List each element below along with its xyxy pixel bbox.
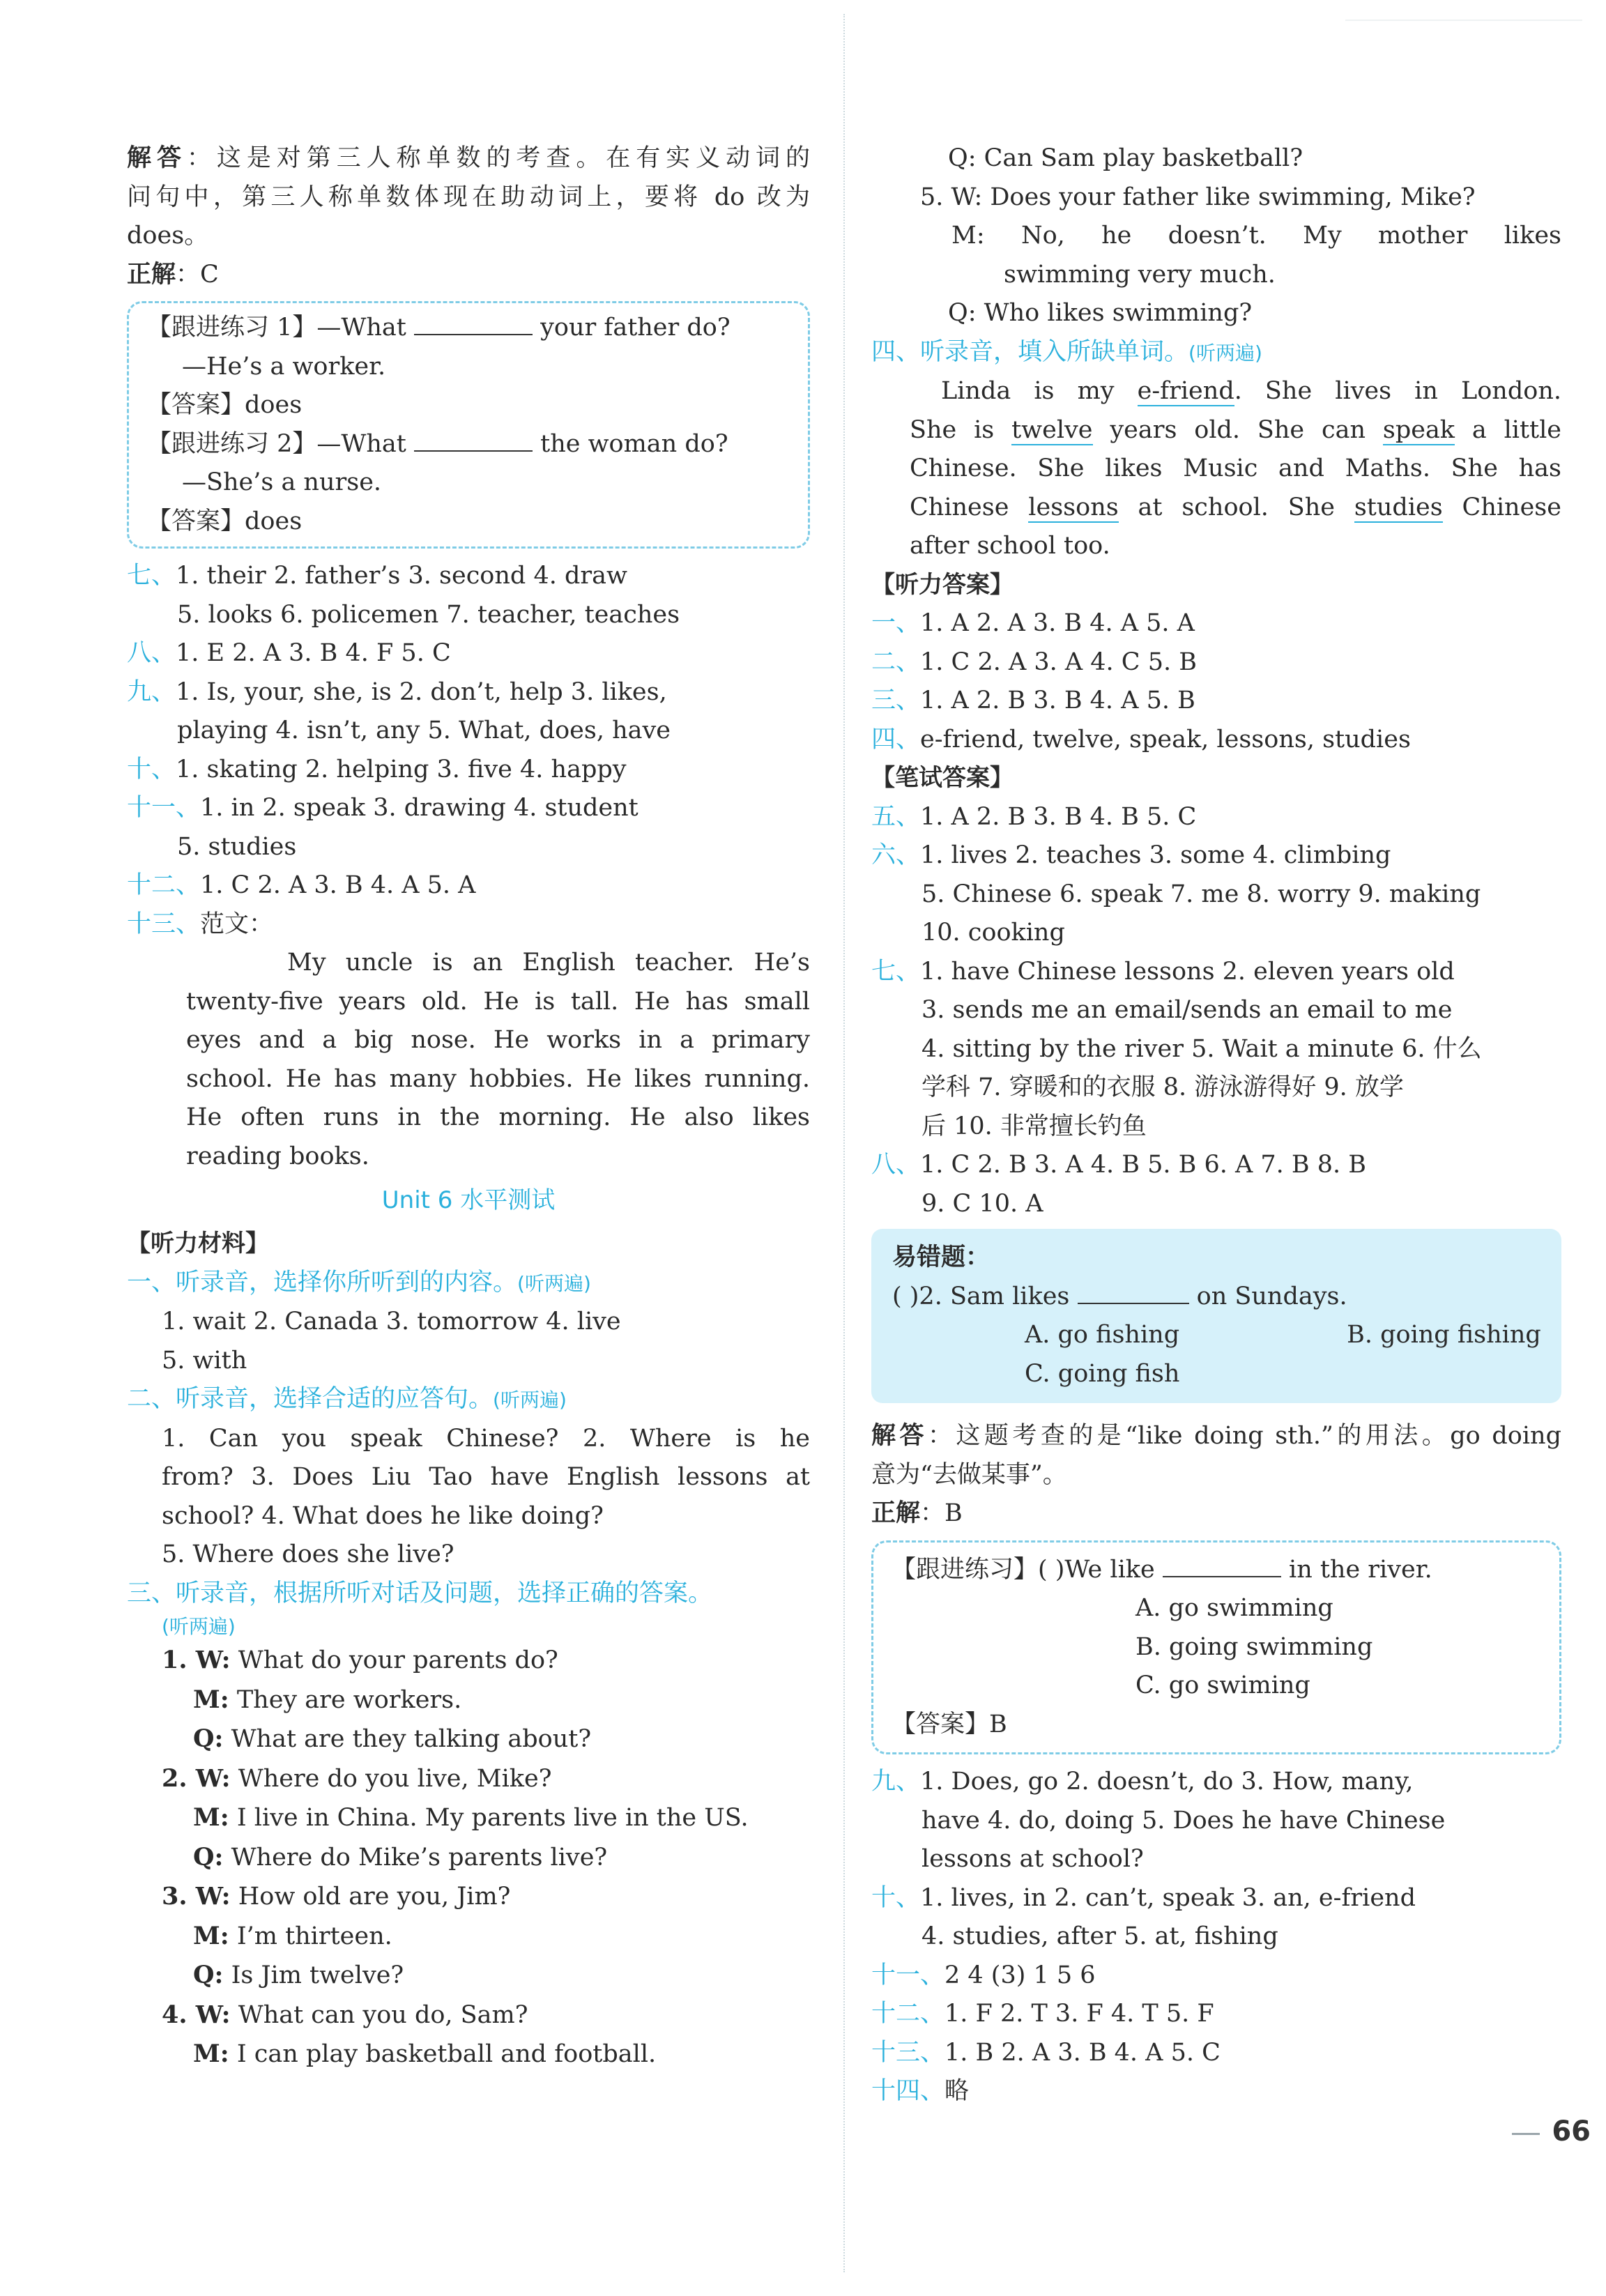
section-number: 二、 xyxy=(871,648,921,676)
section-number: 十、 xyxy=(127,755,176,783)
answer-row xyxy=(127,905,810,944)
passage-text: She is xyxy=(910,415,1012,444)
explain-correct xyxy=(871,1494,1561,1533)
section-2-line: 1. Can you speak Chinese? 2. Where is he xyxy=(162,1424,810,1453)
answer-text: have 4. do, doing 5. Does he have Chinese xyxy=(921,1806,1446,1835)
section-3-title: 三、听录音，根据所听对话及问题，选择正确的答案。 xyxy=(127,1579,713,1607)
error-options-ab xyxy=(892,1316,1540,1355)
section-1-line: 1. wait 2. Canada 3. tomorrow 4. live xyxy=(162,1308,621,1335)
practice-box xyxy=(127,301,810,549)
practice-2-blank xyxy=(414,429,533,452)
answer-row xyxy=(871,2034,1561,2073)
dialog-text: Is Jim twelve? xyxy=(231,1961,404,1989)
speaker: 4. W: xyxy=(162,2000,231,2029)
essay xyxy=(127,944,810,1176)
practice-1-answer-line: —He’s a worker. xyxy=(182,352,386,381)
essay-line: He often runs in the morning. He also likes xyxy=(186,1103,810,1131)
answer-text: 1. C 2. A 3. A 4. C 5. B xyxy=(920,648,1197,676)
filled-word: lessons xyxy=(1028,493,1119,521)
answer-row xyxy=(127,751,810,790)
practice-1-q: —What xyxy=(316,314,406,342)
intro-line-3: does。 xyxy=(127,222,209,250)
passage-text: years old. She can xyxy=(1092,415,1383,444)
answer-row xyxy=(871,643,1561,682)
intro-line-2: 问句中，第三人称单数体现在助动词上，要将 do 改为 xyxy=(127,183,810,211)
answer-row xyxy=(871,991,1561,1030)
practice-3-option-b: B. going swimming xyxy=(1135,1632,1373,1661)
answer-row xyxy=(871,721,1561,760)
explain-line-2: 意为“去做某事”。 xyxy=(871,1460,1067,1489)
left-column xyxy=(127,139,810,2074)
answer-text: 10. cooking xyxy=(921,919,1065,947)
practice-1-label: 【跟进练习 1】 xyxy=(147,314,317,342)
dialogs xyxy=(127,1641,810,2074)
passage-text: Chinese. She likes Music and Maths. She has xyxy=(910,454,1561,482)
dialog-w-line xyxy=(127,1759,810,1799)
practice-3-key: 【答案】B xyxy=(892,1710,1007,1738)
explain-correct-label: 正解 xyxy=(871,1499,921,1527)
error-prone-box xyxy=(871,1229,1561,1403)
passage-line xyxy=(871,527,1561,566)
dialog-w-line xyxy=(127,1877,810,1917)
dialog-text: They are workers. xyxy=(236,1685,462,1714)
section-number: 一、 xyxy=(871,609,921,637)
answer-row xyxy=(871,682,1561,721)
error-q-tail: on Sundays. xyxy=(1196,1282,1347,1310)
answer-row xyxy=(871,1030,1561,1069)
practice-2-label: 【跟进练习 2】 xyxy=(147,429,317,458)
answer-row xyxy=(871,914,1561,953)
error-option-a: A. go fishing xyxy=(1025,1321,1180,1349)
section-3-note: (听两遍) xyxy=(162,1615,236,1638)
practice-2-tail: the woman do? xyxy=(540,429,728,458)
answer-text: 2 4 (3) 1 5 6 xyxy=(945,1961,1096,1989)
answer-text: 4. sitting by the river 5. Wait a minute 6. 什么 xyxy=(921,1034,1482,1063)
answer-text: 学科 7. 穿暖和的衣服 8. 游泳游得好 9. 放学 xyxy=(921,1073,1404,1101)
section-2-title xyxy=(127,1380,810,1420)
dialog-m-line xyxy=(127,1681,810,1720)
answer-row xyxy=(871,2072,1561,2111)
answer-row xyxy=(871,1918,1561,1957)
column-divider xyxy=(843,14,845,2272)
intro-line-1 xyxy=(127,139,810,178)
correct-value: ：C xyxy=(176,260,219,289)
top-rule xyxy=(1345,20,1582,31)
intro-text-1: ：这是对第三人称单数的考查。在有实义动词的 xyxy=(186,144,810,172)
practice-3-tail: in the river. xyxy=(1289,1555,1432,1584)
correct-label: 正解 xyxy=(127,260,176,289)
speaker: Q: xyxy=(193,1961,224,1989)
passage-text: Chinese xyxy=(910,493,1029,521)
answer-text: 1. their 2. father’s 3. second 4. draw xyxy=(176,562,627,590)
answer-text: 1. lives 2. teaches 3. some 4. climbing xyxy=(920,841,1391,869)
section-2-line: school? 4. What does he like doing? xyxy=(162,1501,604,1530)
error-option-c: C. going fish xyxy=(1025,1359,1180,1388)
answer-row xyxy=(871,1957,1561,1996)
answer-text: 5. studies xyxy=(177,832,297,861)
section-number: 七、 xyxy=(127,562,176,590)
answer-text: 1. in 2. speak 3. drawing 4. student xyxy=(200,794,638,822)
answer-row xyxy=(871,953,1561,992)
section-1-note: (听两遍) xyxy=(517,1271,591,1295)
explain-label: 解答 xyxy=(871,1422,928,1450)
section-2-line: from? 3. Does Liu Tao have English lessons at xyxy=(162,1463,810,1491)
answer-row xyxy=(871,1108,1561,1147)
answer-row xyxy=(871,798,1561,837)
section-number: 六、 xyxy=(871,841,921,869)
section-number: 十三、 xyxy=(871,2038,945,2067)
speaker: M: xyxy=(193,1685,229,1714)
dialog-text: I live in China. My parents live in the US. xyxy=(236,1804,749,1832)
speaker: 2. W: xyxy=(162,1763,231,1793)
passage-text: at school. She xyxy=(1118,493,1354,521)
dialog-text: Where do Mike’s parents live? xyxy=(231,1843,608,1872)
section-2-line: 5. Where does she live? xyxy=(162,1540,454,1568)
answer-text: playing 4. isn’t, any 5. What, does, have xyxy=(177,717,671,744)
section-number: 八、 xyxy=(871,1151,921,1179)
practice-3-label: 【跟进练习】( )We like xyxy=(892,1555,1155,1584)
error-question xyxy=(892,1278,1540,1317)
section-number: 七、 xyxy=(871,957,921,986)
dialog-q-line xyxy=(127,1956,810,1996)
dialog-5-m-cont: swimming very much. xyxy=(1004,260,1276,289)
section-number: 十四、 xyxy=(871,2077,945,2105)
answer-row xyxy=(871,836,1561,875)
section-1-text: 一、听录音，选择你所听到的内容。 xyxy=(127,1268,518,1296)
practice-2-key: 【答案】does xyxy=(147,507,303,535)
filled-word: studies xyxy=(1354,493,1443,521)
dialog-5-m: M: No, he doesn’t. My mother likes xyxy=(951,222,1561,250)
dialog-text: What do your parents do? xyxy=(238,1646,558,1674)
passage-text: Chinese xyxy=(1442,493,1561,521)
answer-row xyxy=(127,596,810,635)
answer-text: 1. B 2. A 3. B 4. A 5. C xyxy=(945,2038,1221,2067)
page-number: 66 xyxy=(1552,2115,1591,2148)
section-number: 五、 xyxy=(871,802,921,831)
written-answers-header: 【笔试答案】 xyxy=(871,764,1014,792)
listening-answers xyxy=(871,604,1561,759)
filled-word: speak xyxy=(1382,415,1455,444)
section-4-title xyxy=(871,333,1561,373)
section-number: 十一、 xyxy=(871,1961,945,1989)
section-4-note: (听两遍) xyxy=(1188,341,1262,365)
practice-box-2 xyxy=(871,1540,1561,1755)
answer-row xyxy=(871,1763,1561,1802)
answer-row xyxy=(871,1840,1561,1879)
dialog-w-line xyxy=(127,1641,810,1681)
answer-text: 1. lives, in 2. can’t, speak 3. an, e-friend xyxy=(920,1883,1416,1912)
answer-text: 后 10. 非常擅长钓鱼 xyxy=(921,1112,1147,1140)
answer-text: e-friend, twelve, speak, lessons, studies xyxy=(920,725,1411,753)
dialog-m-line xyxy=(127,1798,810,1838)
unit-title: Unit 6 水平测试 xyxy=(381,1186,556,1214)
answer-row xyxy=(871,1879,1561,1918)
answer-row xyxy=(127,712,810,751)
explain-text-1: ：这题考查的是“like doing sth.”的用法。go doing xyxy=(927,1422,1561,1450)
answer-text: 1. Does, go 2. doesn’t, do 3. How, many, xyxy=(920,1768,1414,1796)
dialog-text: I can play basketball and football. xyxy=(236,2040,657,2068)
answer-text: 1. A 2. B 3. B 4. B 5. C xyxy=(920,802,1197,831)
answer-row xyxy=(871,1146,1561,1185)
answer-text: 1. F 2. T 3. F 4. T 5. F xyxy=(945,2000,1214,2028)
answer-text: 3. sends me an email/sends an email to me xyxy=(921,996,1453,1024)
answer-text: 1. have Chinese lessons 2. eleven years old xyxy=(920,957,1455,986)
filled-word: e-friend xyxy=(1137,377,1234,405)
passage-text: a little xyxy=(1455,415,1562,444)
dialog-q-line xyxy=(127,1838,810,1878)
error-q-text: ( )2. Sam likes xyxy=(892,1282,1070,1310)
answer-row xyxy=(127,828,810,867)
explain-line-1 xyxy=(871,1417,1561,1456)
answer-text: 1. C 2. B 3. A 4. B 5. B 6. A 7. B 8. B xyxy=(920,1151,1366,1179)
answer-text: lessons at school? xyxy=(921,1845,1144,1873)
section-number: 十一、 xyxy=(127,794,201,822)
intro-correct xyxy=(127,256,810,295)
answer-text: 1. A 2. A 3. B 4. A 5. A xyxy=(920,609,1195,637)
section-1-line: 5. with xyxy=(162,1346,247,1375)
passage xyxy=(871,372,1561,566)
answer-text: 9. C 10. A xyxy=(921,1189,1043,1218)
passage-line xyxy=(871,489,1561,528)
passage-line xyxy=(871,372,1561,411)
listening-answers-header: 【听力答案】 xyxy=(871,570,1014,599)
speaker: M: xyxy=(193,1921,229,1950)
dialog-text: What can you do, Sam? xyxy=(238,2000,528,2029)
answer-text: 5. looks 6. policemen 7. teacher, teaches xyxy=(177,600,680,629)
dialog-5-q: Q: Who likes swimming? xyxy=(948,299,1253,327)
essay-line: school. He has many hobbies. He likes running. xyxy=(186,1064,810,1093)
section-1-title xyxy=(127,1264,810,1303)
essay-line: reading books. xyxy=(186,1142,369,1170)
dialog-text: Where do you live, Mike? xyxy=(238,1764,552,1793)
answer-text: 1. A 2. B 3. B 4. A 5. B xyxy=(920,687,1195,714)
error-title: 易错题： xyxy=(892,1243,991,1271)
practice-1-question xyxy=(147,309,790,348)
practice-2-answer-line: —She’s a nurse. xyxy=(182,468,382,496)
answer-row xyxy=(871,1069,1561,1108)
answer-text: 4. studies, after 5. at, fishing xyxy=(921,1922,1278,1950)
left-answers xyxy=(127,557,810,944)
dialog-text: I’m thirteen. xyxy=(236,1922,392,1950)
dialog-m-line xyxy=(127,1917,810,1957)
section-number: 十、 xyxy=(871,1883,921,1912)
essay-line: My uncle is an English teacher. He’s xyxy=(287,949,810,977)
speaker: Q: xyxy=(193,1724,224,1753)
section-4-text: 四、听录音，填入所缺单词。 xyxy=(871,337,1189,366)
answer-row xyxy=(127,673,810,712)
answer-row xyxy=(871,1185,1561,1224)
page-number-dash xyxy=(1512,2133,1540,2135)
passage-text: after school too. xyxy=(910,532,1110,560)
section-2-note: (听两遍) xyxy=(493,1388,567,1411)
answer-row xyxy=(127,866,810,905)
speaker: 3. W: xyxy=(162,1882,231,1911)
error-blank xyxy=(1078,1282,1189,1304)
practice-3-blank xyxy=(1163,1555,1281,1577)
dialog-w-line xyxy=(127,1996,810,2035)
essay-line: eyes and a big nose. He works in a primary xyxy=(186,1026,810,1054)
intro-label: 解答 xyxy=(127,144,187,172)
practice-3-question xyxy=(892,1551,1541,1590)
answer-text: 范文： xyxy=(200,910,274,938)
answer-row xyxy=(127,789,810,828)
passage-text: . She lives in London. xyxy=(1234,377,1561,405)
section-2-text: 二、听录音，选择合适的应答句。 xyxy=(127,1385,494,1413)
listening-header: 【听力材料】 xyxy=(127,1230,269,1257)
section-number: 九、 xyxy=(127,678,176,706)
dialog-text: How old are you, Jim? xyxy=(238,1883,511,1911)
dialog-m-line xyxy=(127,2035,810,2074)
answer-text: 5. Chinese 6. speak 7. me 8. worry 9. making xyxy=(921,880,1481,908)
dialog-q-line xyxy=(127,1720,810,1759)
section-number: 十二、 xyxy=(127,871,201,899)
practice-3-option-c: C. go swiming xyxy=(1135,1671,1310,1699)
section-number: 十二、 xyxy=(871,2000,945,2028)
section-number: 八、 xyxy=(127,639,176,667)
essay-line: twenty-five years old. He is tall. He has small xyxy=(186,987,810,1016)
practice-1-tail: your father do? xyxy=(540,314,731,342)
section-number: 十三、 xyxy=(127,910,201,938)
final-answers xyxy=(871,1763,1561,2111)
right-column xyxy=(871,139,1561,2111)
speaker: M: xyxy=(193,1803,229,1832)
speaker: Q: xyxy=(193,1842,224,1872)
answer-row xyxy=(871,1995,1561,2034)
answer-row xyxy=(871,875,1561,914)
section-number: 九、 xyxy=(871,1768,921,1796)
dialog-5-w: 5. W: Does your father like swimming, Mike? xyxy=(920,183,1476,211)
answer-text: 1. E 2. A 3. B 4. F 5. C xyxy=(176,639,451,667)
section-number: 四、 xyxy=(871,725,921,753)
passage-text: Linda is my xyxy=(941,377,1138,405)
answer-row xyxy=(127,557,810,596)
passage-line xyxy=(871,450,1561,489)
explain-correct-value: ：B xyxy=(920,1499,963,1527)
dialog-4-question: Q: Can Sam play basketball? xyxy=(948,144,1303,172)
speaker: M: xyxy=(193,2039,229,2068)
answer-text: 1. skating 2. helping 3. five 4. happy xyxy=(176,755,627,783)
answer-row xyxy=(127,634,810,673)
speaker: 1. W: xyxy=(162,1646,231,1674)
practice-2-question xyxy=(147,425,790,464)
passage-line xyxy=(871,411,1561,450)
practice-3-option-a: A. go swimming xyxy=(1135,1594,1333,1622)
practice-1-blank xyxy=(414,313,533,335)
filled-word: twelve xyxy=(1011,415,1093,444)
practice-1-key: 【答案】does xyxy=(147,391,303,419)
answer-row xyxy=(871,1802,1561,1841)
error-option-b: B. going fishing xyxy=(1347,1321,1541,1349)
answer-text: 略 xyxy=(945,2077,970,2105)
written-answers xyxy=(871,798,1561,1224)
answer-text: 1. Is, your, she, is 2. don’t, help 3. likes, xyxy=(176,678,667,706)
answer-text: 1. C 2. A 3. B 4. A 5. A xyxy=(200,871,476,899)
section-number: 三、 xyxy=(871,687,921,714)
practice-2-q: —What xyxy=(316,429,406,458)
answer-row xyxy=(871,604,1561,643)
dialog-text: What are they talking about? xyxy=(231,1725,592,1753)
